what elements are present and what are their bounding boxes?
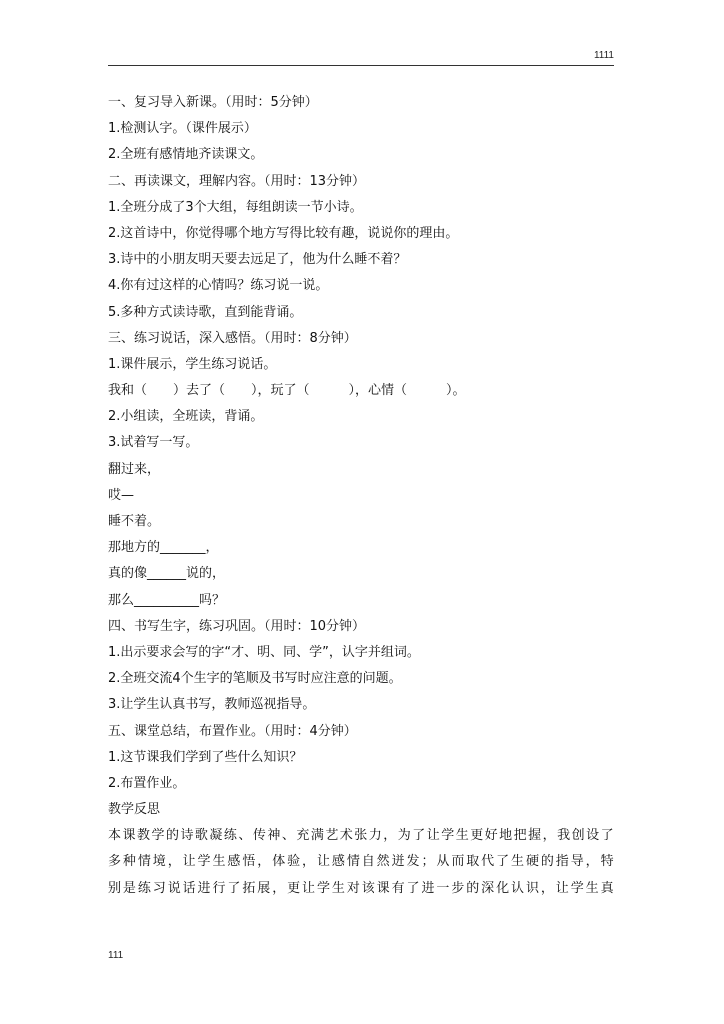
text-line: 3.试着写一写。: [108, 435, 199, 451]
text-line: 1.这节课我们学到了些什么知识？: [108, 749, 303, 765]
text-line: 2.全班有感情地齐读课文。: [108, 147, 264, 163]
section-heading-2: 二、再读课文，理解内容。（用时：13分钟）: [108, 173, 366, 189]
text-line: 2.全班交流4个生字的笔顺及书写时应注意的问题。: [108, 671, 402, 687]
poem-line: 哎—: [108, 487, 135, 503]
text-line: 1.全班分成了3个大组，每组朗读一节小诗。: [108, 199, 363, 215]
text-line: 3.让学生认真书写，教师巡视指导。: [108, 697, 316, 713]
header-divider: [108, 65, 614, 66]
reflection-line: 本课教学的诗歌凝练、传神、充满艺术张力，为了让学生更好地把握，我创设了: [108, 828, 614, 844]
text-line: 1.检测认字。（课件展示）: [108, 121, 257, 137]
poem-line: 那么__________吗？: [108, 592, 226, 608]
header-page-number: 1111: [593, 50, 614, 61]
footer-page-number: 111: [108, 950, 124, 961]
fill-in-sentence: 我和（ ）去了（ ），玩了（ ），心情（ ）。: [108, 383, 466, 399]
reflection-paragraph: [108, 823, 614, 902]
document-body: [108, 90, 614, 902]
reflection-line: 多种情境，让学生感悟，体验，让感情自然迸发；从而取代了生硬的指导，特: [108, 854, 614, 870]
poem-line: 睡不着。: [108, 514, 161, 529]
text-line: 2.这首诗中，你觉得哪个地方写得比较有趣，说说你的理由。: [108, 225, 459, 241]
poem-line: 翻过来，: [108, 461, 161, 477]
section-heading-4: 四、书写生字，练习巩固。（用时：10分钟）: [108, 618, 366, 634]
text-line: 2.小组读，全班读，背诵。: [108, 409, 264, 425]
text-line: 3.诗中的小朋友明天要去远足了，他为什么睡不着？: [108, 252, 407, 268]
text-line: 1.出示要求会写的字“才、明、同、学”，认字并组词。: [108, 644, 420, 660]
section-heading-1: 一、复习导入新课。（用时：5分钟）: [108, 95, 318, 110]
text-line: 2.布置作业。: [108, 775, 186, 791]
section-heading-5: 五、课堂总结，布置作业。（用时：4分钟）: [108, 723, 357, 739]
text-line: 4.你有过这样的心情吗？练习说一说。: [108, 278, 329, 294]
text-line: 1.课件展示，学生练习说话。: [108, 356, 277, 372]
text-line: 5.多种方式读诗歌，直到能背诵。: [108, 304, 303, 320]
section-heading-3: 三、练习说话，深入感悟。（用时：8分钟）: [108, 330, 357, 346]
reflection-line: 别是练习说话进行了拓展，更让学生对该课有了进一步的深化认识，让学生真: [108, 880, 614, 896]
poem-line: 那地方的_______，: [108, 540, 219, 556]
reflection-heading: 教学反思: [108, 802, 161, 818]
poem-line: 真的像______说的，: [108, 566, 226, 582]
